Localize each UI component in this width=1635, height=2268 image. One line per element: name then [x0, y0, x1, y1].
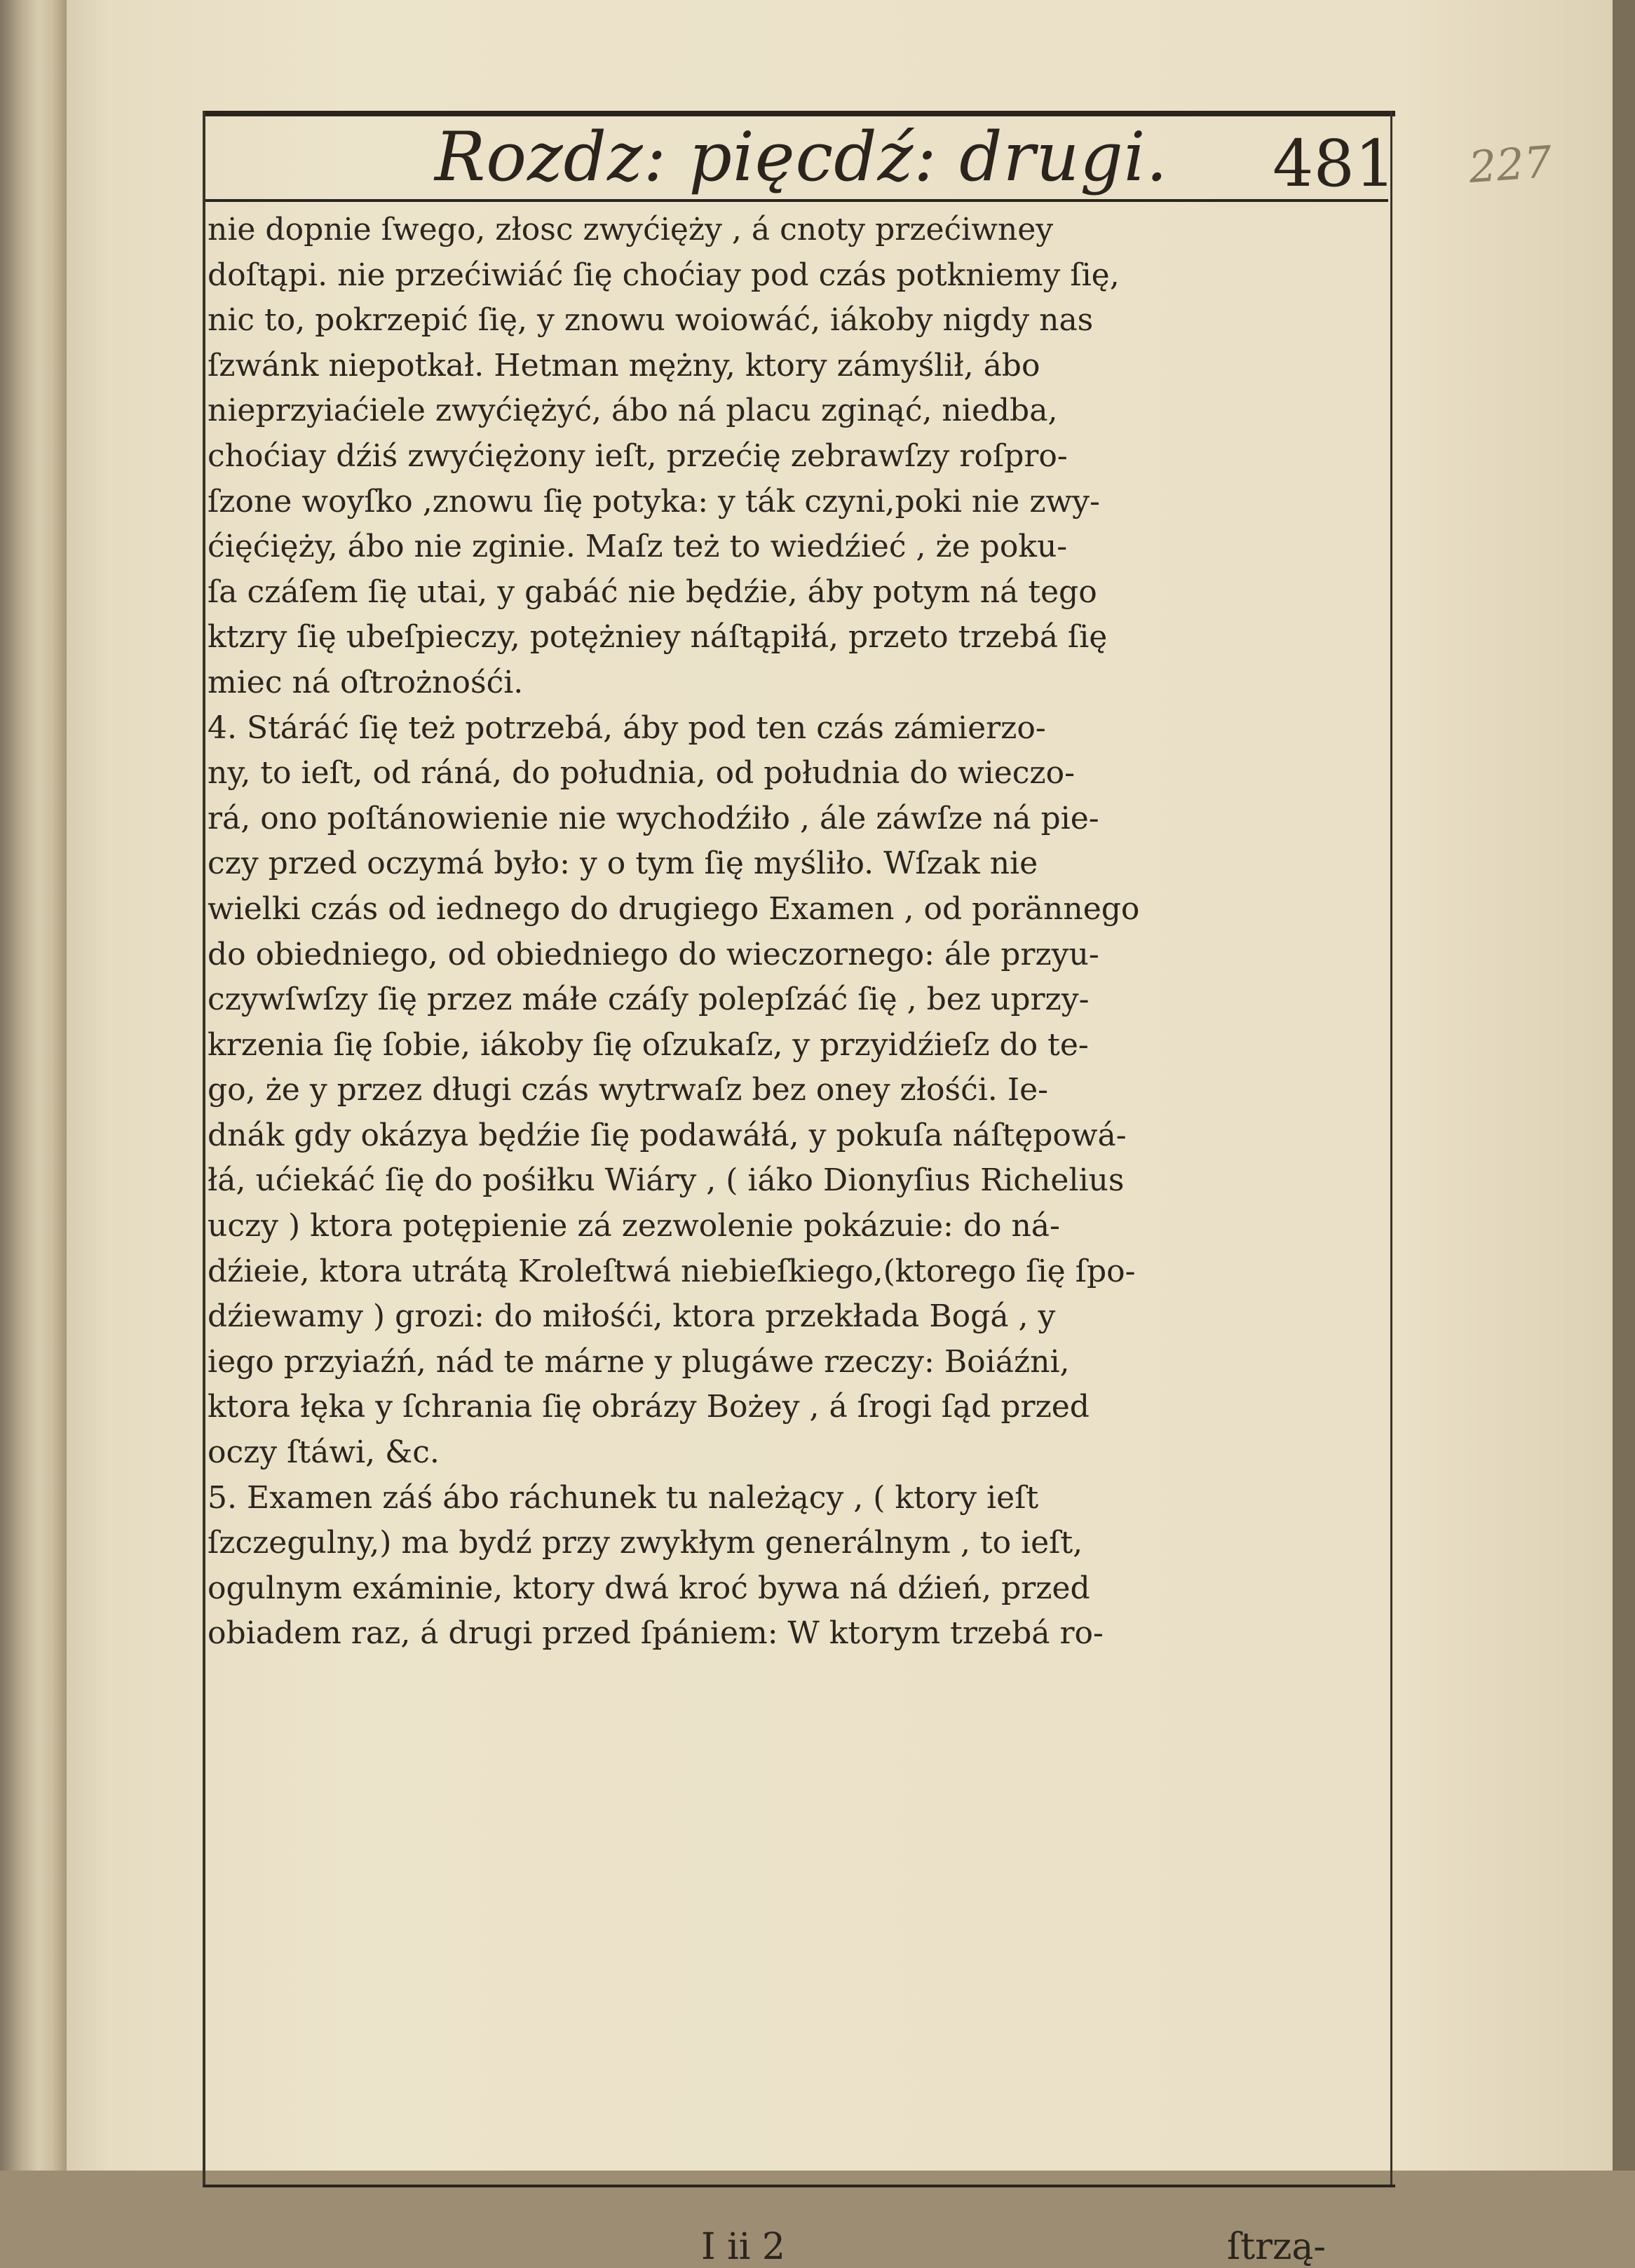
text-line: dźiewamy ) grozi: do miłośći, ktora przekłada Bogá , y: [208, 1298, 1056, 1335]
text-line: oczy ſtáwi, &c.: [208, 1434, 440, 1471]
text-line: choćiay dźiś zwyćiężony ieſt, przećię zebrawſzy roſpro-: [208, 437, 1068, 474]
text-line: ſzczegulny,) ma bydź przy zwykłym generálnym , to ieſt,: [208, 1525, 1083, 1561]
top-rule: [203, 111, 1395, 116]
text-line: dźieie, ktora utrátą Kroleſtwá niebieſkiego,(ktorego ſię ſpo-: [208, 1253, 1136, 1289]
catchword: ſtrzą-: [1227, 2226, 1326, 2268]
text-line: iego przyiaźń, nád te márne y plugáwe rzeczy: Boiáźni,: [208, 1343, 1070, 1380]
page-number: 481: [1273, 126, 1396, 201]
text-line: 4. Stáráć ſię też potrzebá, áby pod ten czás zámierzo-: [208, 709, 1046, 746]
page-right-edge: [1613, 0, 1635, 2171]
text-line: ktora łęka y ſchrania ſię obrázy Bożey , á ſrogi ſąd przed: [208, 1389, 1090, 1425]
text-line: uczy ) ktora potępienie zá zezwolenie pokázuie: do ná-: [208, 1208, 1060, 1244]
text-line: ćięćięży, ábo nie zginie. Maſz też to wiedźieć , że poku-: [208, 529, 1068, 565]
text-line: miec ná oſtrożnośći.: [208, 664, 524, 700]
text-line: obiadem raz, á drugi przed ſpániem: W ktorym trzebá ro-: [208, 1615, 1104, 1652]
text-line: nic to, pokrzepić ſię, y znowu woiowáć, iákoby nigdy nas: [208, 302, 1094, 339]
left-frame-rule: [203, 111, 205, 2187]
text-line: wielki czás od iednego do drugiego Examen , od porännego: [208, 890, 1140, 927]
text-line: nie dopnie ſwego, złosc zwyćięży , á cnoty przećiwney: [208, 212, 1054, 247]
text-line: ſzone woyſko ,znowu ſię potyka: y ták czyni,poki nie zwy-: [208, 483, 1100, 520]
text-line: czy przed oczymá było: y o tym ſię myśliło. Wſzak nie: [208, 846, 1038, 882]
text-line: 5. Examen záś ábo ráchunek tu należący , ( ktory ieſt: [208, 1479, 1039, 1516]
text-line: dnák gdy okázya będźie ſię podawáłá, y pokuſa náſtępowá-: [208, 1117, 1127, 1153]
running-title: Rozdz: pięcdź: drugi.: [435, 118, 1169, 196]
text-line: krzenia ſię ſobie, iákoby ſię oſzukaſz, y przyidźieſz do te-: [208, 1026, 1089, 1063]
handwritten-folio-note: 227: [1467, 135, 1554, 193]
right-frame-rule: [1390, 111, 1392, 2187]
text-line: ſa czáſem ſię utai, y gabáć nie będźie, áby potym ná tego: [208, 573, 1097, 610]
text-line: ktzry ſię ubeſpieczy, potężniey náſtąpiłá, przeto trzebá ſię: [208, 619, 1108, 656]
bottom-rule: [203, 2185, 1395, 2187]
text-line: ſzwánk niepotkał. Hetman mężny, ktory zámyślił, ábo: [208, 347, 1040, 383]
book-gutter: [0, 0, 67, 2171]
text-line: doſtąpi. nie przećiwiáć ſię choćiay pod czás potkniemy ſię,: [208, 257, 1120, 293]
header-rule: [203, 199, 1388, 202]
text-line: ny, to ieſt, od ráná, do południa, od południa do wieczo-: [208, 755, 1075, 792]
text-line: czywſwſzy ſię przez máłe czáſy polepſzáć ſię , bez uprzy-: [208, 982, 1090, 1018]
body-text: [208, 208, 1384, 1657]
text-line: rá, ono poſtánowienie nie wychodźiło , ále záwſze ná pie-: [208, 800, 1099, 836]
text-line: nieprzyiaćiele zwyćiężyć, ábo ná placu zginąć, niedba,: [208, 393, 1058, 429]
signature-mark: I ii 2: [701, 2226, 785, 2268]
text-line: łá, ućiekáć ſię do pośiłku Wiáry , ( iáko Dionyſius Richelius: [208, 1162, 1125, 1199]
text-line: go, że y przez długi czás wytrwaſz bez oney złośći. Ie-: [208, 1072, 1049, 1108]
text-line: ogulnym exáminie, ktory dwá kroć bywa ná dźień, przed: [208, 1570, 1090, 1606]
text-line: do obiedniego, od obiedniego do wieczornego: ále przyu-: [208, 936, 1099, 972]
